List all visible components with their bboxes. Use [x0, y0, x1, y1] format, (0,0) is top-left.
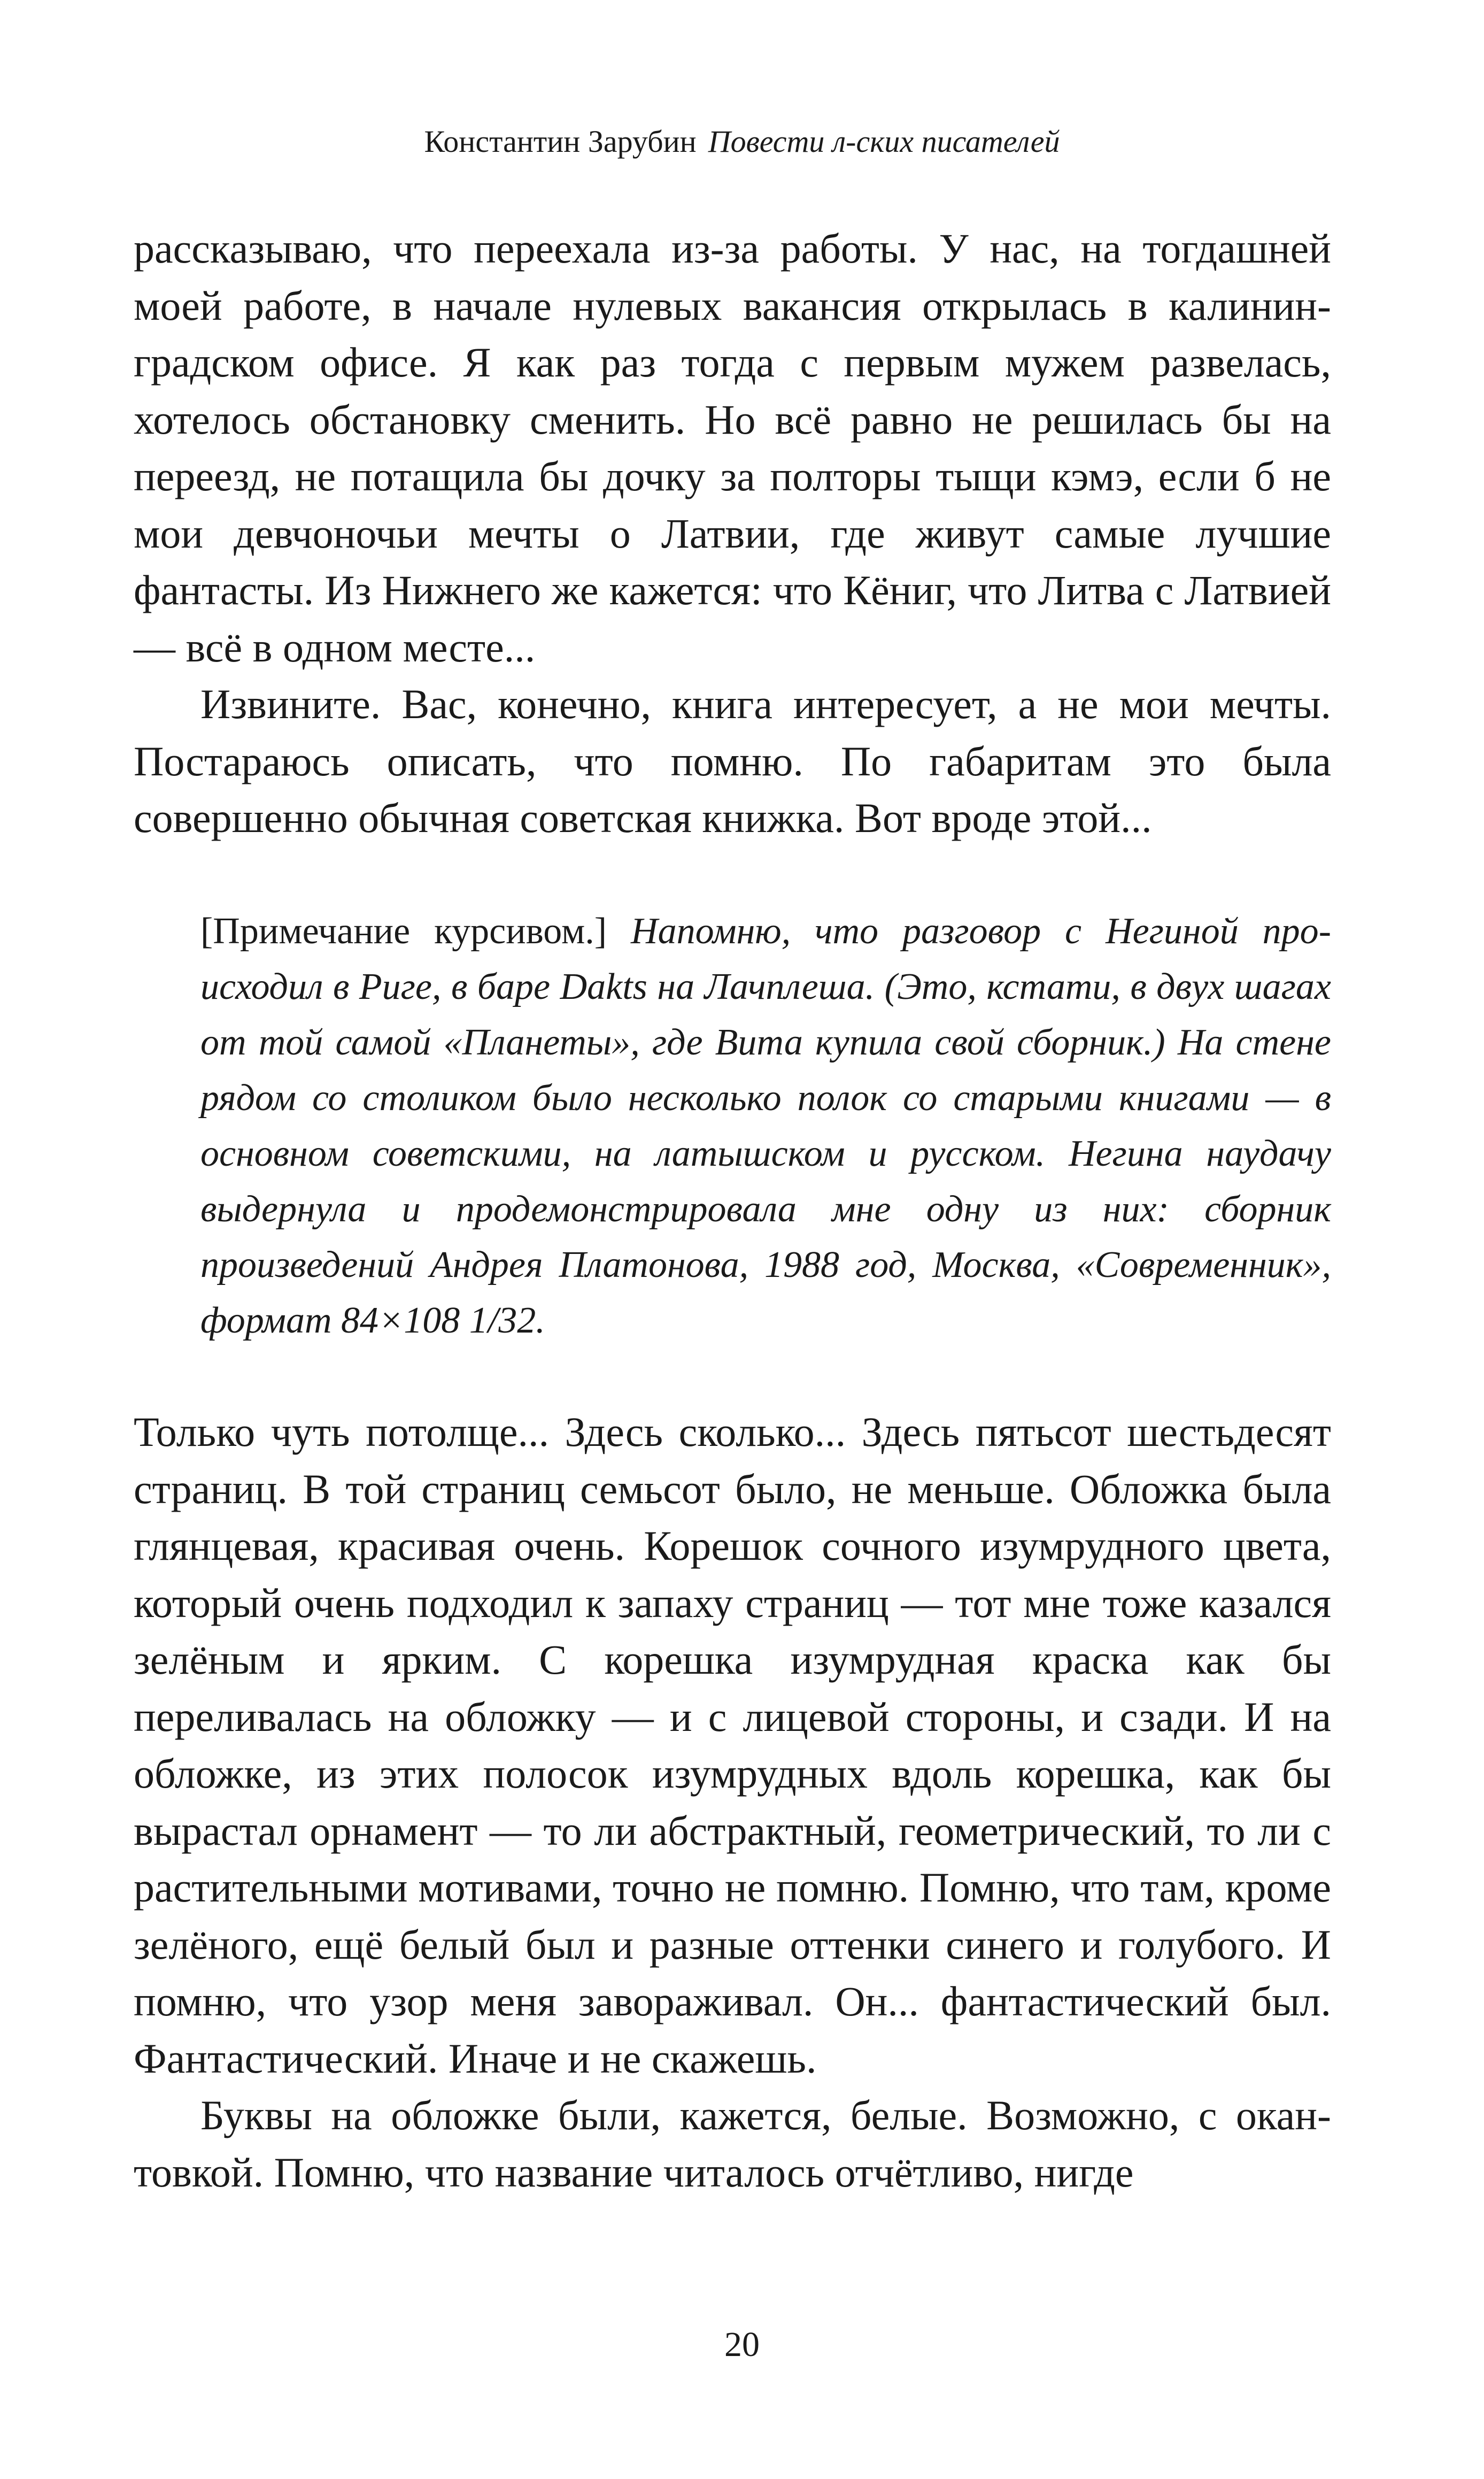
paragraph: Только чуть потолще... Здесь сколько... Здесь пятьсот шестьдесят страниц. В той страниц семьсот было, не меньше. Обложка была глянцевая, красивая очень. Корешок сочного изумрудного цвета, который очень подходил к запаху страниц — тот мне тоже казался зелёным и ярким. С корешка изумрудная краска как бы переливалась на обложку — и с лицевой стороны, и сзади. И на обложке, из этих полосок изумрудных вдоль корешка, как бы вырастал орнамент — то ли абстрактный, геометрический, то ли с растительными мотивами, точно не помню. Помню, что там, кроме зелёного, ещё белый был и разные оттенки синего и голубого. И помню, что узор меня завораживал. Он... фантастический был. Фантастический. Иначе и не скажешь.: [134, 1408, 1331, 2082]
running-head: [0, 120, 1484, 163]
running-head-author: Константин Зарубин: [424, 124, 697, 159]
running-head-book-title: Повести л-ских писателей: [708, 124, 1060, 159]
page-number: 20: [724, 2325, 760, 2364]
paragraph: Извините. Вас, конечно, книга интересует, а не мои мечты. Постараюсь описать, что помню. По габаритам это была совершенно обычная советская книжка. Вот вроде этой...: [134, 681, 1331, 841]
note-label: [Примечание курсивом.]: [200, 911, 607, 952]
paragraph-continued: рассказываю, что переехала из-за работы. У нас, на тогдашней моей работе, в начале нулевых вакансия открылась в калининградском офисе. Я как раз тогда с первым мужем развелась, хотелось обстановку сменить. Но всё равно не решилась бы на переезд, не потащила бы дочку за полторы тыщи кэмэ, если б не мои девчоночьи мечты о Латвии, где живут самые лучшие фантасты. Из Нижнего же кажется: что Кёниг, что Литва с Латвией — всё в одном месте...: [134, 225, 1331, 671]
note-text: Напомню, что разговор с Негиной происходил в Риге, в баре Dakts на Лачплеша. (Это, кстати, в двух шагах от той самой «Планеты», где Вита купила свой сборник.) На стене рядом со столиком было несколько полок со старыми книгами — в основном советскими, на латышском и русском. Негина наудачу выдернула и продемонстрировала мне одну из них: сборник произведений Андрея Платонова, 1988 год, Москва, «Современник», формат 84×108 1/32.: [200, 911, 1331, 1341]
main-text-top: [134, 220, 1331, 847]
paragraph: Буквы на обложке были, кажется, белые. Возможно, с окантовкой. Помню, что название читалось отчётливо, нигде: [134, 2092, 1331, 2196]
author-note: [200, 904, 1331, 1349]
main-text-bottom: [134, 1404, 1331, 2201]
